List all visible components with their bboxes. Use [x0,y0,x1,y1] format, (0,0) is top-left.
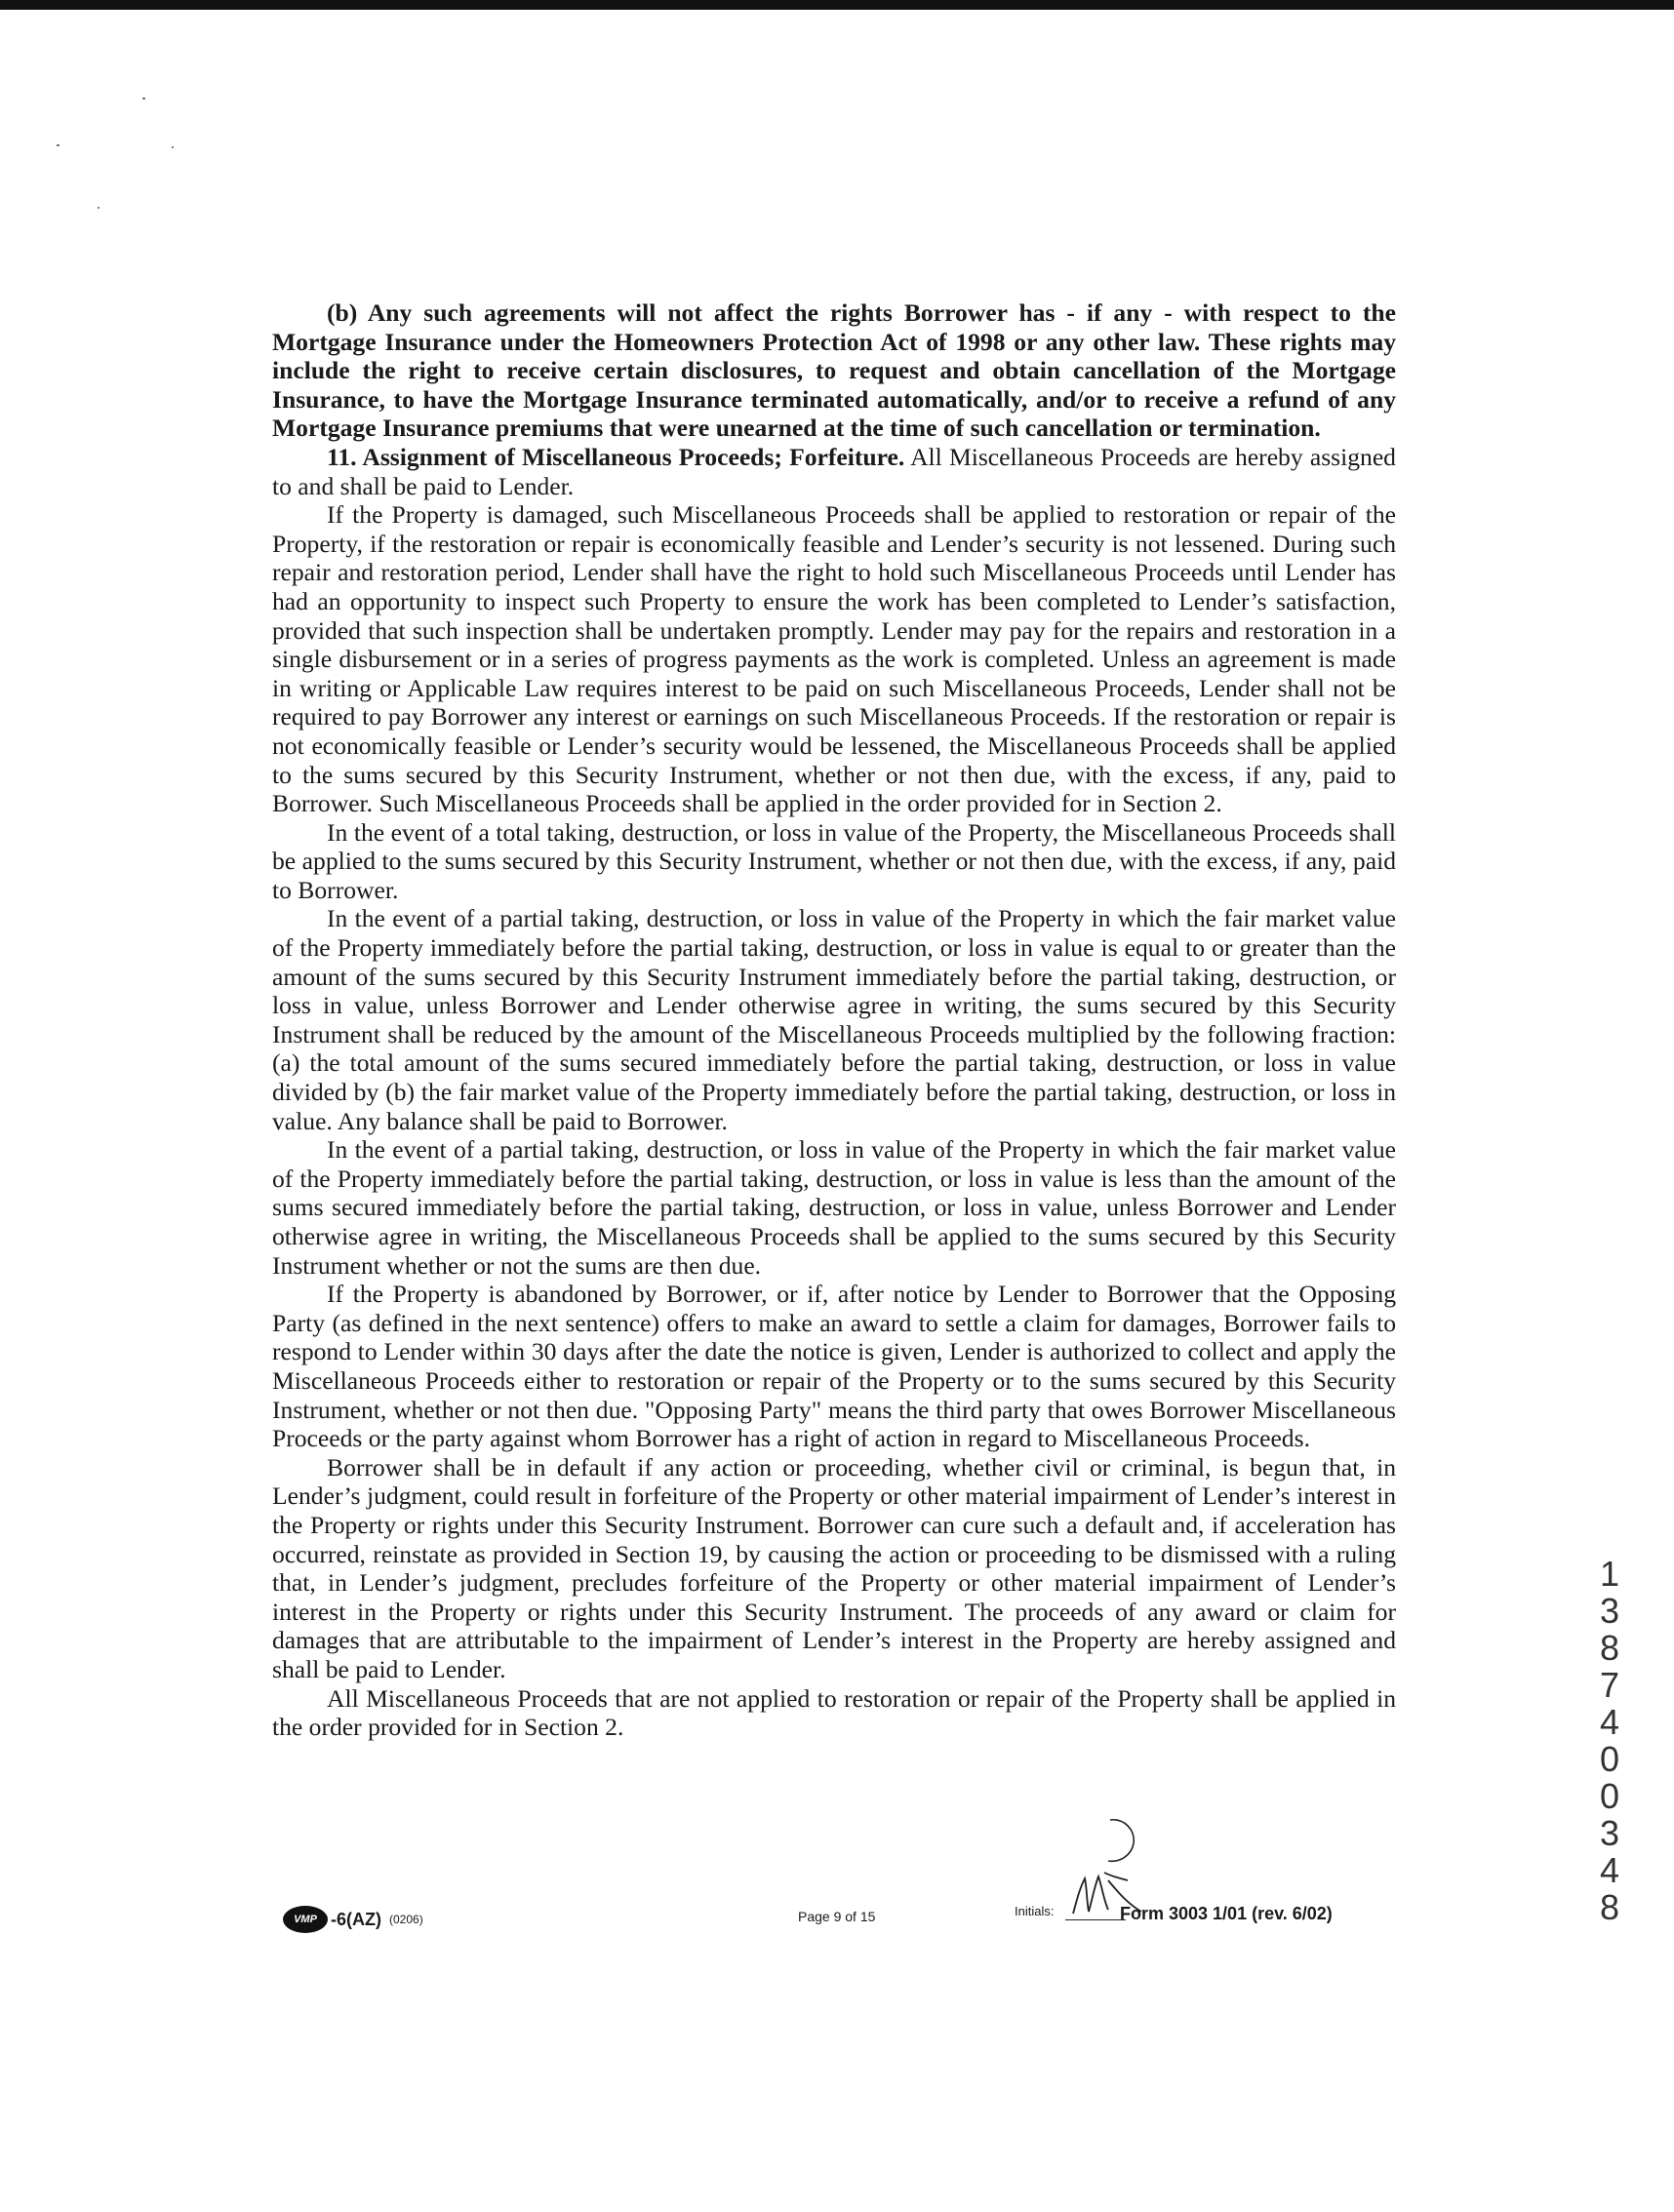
body-paragraph: Borrower shall be in default if any action or proceeding, whether civil or criminal, is begun that, in Lender’s judgment, could result in forfeiture of the Property or other material impairment of Lender’s interest in the Property or rights under this Security Instrument. Borrower can cure such a default and, if acceleration has occurred, reinstate as provided in Section 19, by causing the action or proceeding to be dismissed with a ruling that, in Lender’s judgment, precludes forfeiture of the Property or other material impairment of Lender’s interest in the Property or rights under this Security Instrument. The proceeds of any award or claim for damages that are attributable to the impairment of Lender’s interest in the Property are hereby assigned and shall be paid to Lender. [272,1452,1396,1683]
scan-speck [142,98,145,99]
scan-speck [98,207,100,209]
side-document-number [1580,1556,1639,1926]
body-paragraph: If the Property is damaged, such Miscellaneous Proceeds shall be applied to restoration or repair of the Property, if the restoration or repair is economically feasible and Lender’s security is not lessened. During such repair and restoration period, Lender shall have the right to hold such Miscellaneous Proceeds until Lender has had an opportunity to inspect such Property to ensure the work has been completed to Lender’s satisfaction, provided that such inspection shall be undertaken promptly. Lender may pay for the repairs and restoration in a single disbursement or in a series of progress payments as the work is completed. Unless an agreement is made in writing or Applicable Law requires interest to be paid on such Miscellaneous Proceeds, Lender shall not be required to pay Borrower any interest or earnings on such Miscellaneous Proceeds. If the restoration or repair is not economically feasible or Lender’s security would be lessened, the Miscellaneous Proceeds shall be applied to the sums secured by this Security Instrument, whether or not then due, with the excess, if any, paid to Borrower. Such Miscellaneous Proceeds shall be applied in the order provided for in Section 2. [272,500,1396,818]
page-footer [0,1892,1674,1951]
side-digit: 8 [1599,1628,1620,1668]
side-digit: 4 [1599,1850,1620,1890]
body-paragraph: In the event of a total taking, destruction, or loss in value of the Property, the Miscellaneous Proceeds shall be applied to the sums secured by this Security Instrument, whether or not then due, with the excess, if any, paid to Borrower. [272,817,1396,904]
section-11 [272,443,1396,500]
initials-label: Initials: [1015,1904,1055,1918]
body-paragraph: If the Property is abandoned by Borrower, or if, after notice by Lender to Borrower that the Opposing Party (as defined in the next sentence) offers to make an award to settle a claim for damages, Borrower fails to respond to Lender within 30 days after the date the notice is given, Lender is authorized to collect and apply the Miscellaneous Proceeds either to restoration or repair of the Property or to the sums secured by this Security Instrument, whether or not then due. "Opposing Party" means the third party that owes Borrower Miscellaneous Proceeds or the party against whom Borrower has a right of action in regard to Miscellaneous Proceeds. [272,1280,1396,1453]
scan-speck [172,146,174,148]
form-number: Form 3003 1/01 (rev. 6/02) [1120,1904,1333,1923]
scan-speck [57,144,60,146]
paragraph-b: (b) Any such agreements will not affect the rights Borrower has - if any - with respect to the Mortgage Insurance under the Homeowners Protection Act of 1998 or any other law. These rights may include the right to receive certain disclosures, to request and obtain cancellation of the Mortgage Insurance, to have the Mortgage Insurance terminated automatically, and/or to receive a refund of any Mortgage Insurance premiums that were unearned at the time of such cancellation or termination. [272,298,1396,443]
page-number: Page 9 of 15 [798,1909,876,1924]
body-paragraph: In the event of a partial taking, destruction, or loss in value of the Property in which the fair market value of the Property immediately before the partial taking, destruction, or loss in value is less than the amount of the sums secured immediately before the partial taking, destruction, or loss in value, unless Borrower and Lender otherwise agree in writing, the Miscellaneous Proceeds shall be applied to the sums secured by this Security Instrument whether or not the sums are then due. [272,1135,1396,1280]
initials-signature [1065,1816,1153,1917]
section-11-intro: All Miscellaneous Proceeds are hereby assigned to and shall be paid to Lender. [272,442,1396,500]
side-digit: 3 [1599,1591,1620,1631]
document-body [272,298,1396,1742]
initials-line [1065,1919,1126,1920]
vmp-logo: VMP [283,1906,328,1933]
side-digit: 1 [1599,1554,1620,1594]
side-digit: 0 [1599,1739,1620,1779]
side-digit: 4 [1599,1702,1620,1742]
body-paragraph: All Miscellaneous Proceeds that are not applied to restoration or repair of the Property shall be applied in the order provided for in Section 2. [272,1683,1396,1742]
side-digit: 8 [1599,1887,1620,1927]
section-11-heading: 11. Assignment of Miscellaneous Proceeds; Forfeiture. [327,442,905,471]
side-digit: 3 [1599,1813,1620,1853]
form-code: -6(AZ) [331,1909,381,1929]
body-paragraph: In the event of a partial taking, destruction, or loss in value of the Property in which the fair market value of the Property immediately before the partial taking, destruction, or loss in value is equal to or greater than the amount of the sums secured by this Security Instrument immediately before the partial taking, destruction, or loss in value, unless Borrower and Lender otherwise agree in writing, the sums secured by this Security Instrument shall be reduced by the amount of the Miscellaneous Proceeds multiplied by the following fraction: (a) the total amount of the sums secured immediately before the partial taking, destruction, or loss in value divided by (b) the fair market value of the Property immediately before the partial taking, destruction, or loss in value. Any balance shall be paid to Borrower. [272,904,1396,1135]
side-digit: 0 [1599,1776,1620,1816]
form-revision: (0206) [389,1913,423,1926]
form-id [283,1906,423,1933]
side-digit: 7 [1599,1665,1620,1705]
scan-top-border [0,0,1674,10]
